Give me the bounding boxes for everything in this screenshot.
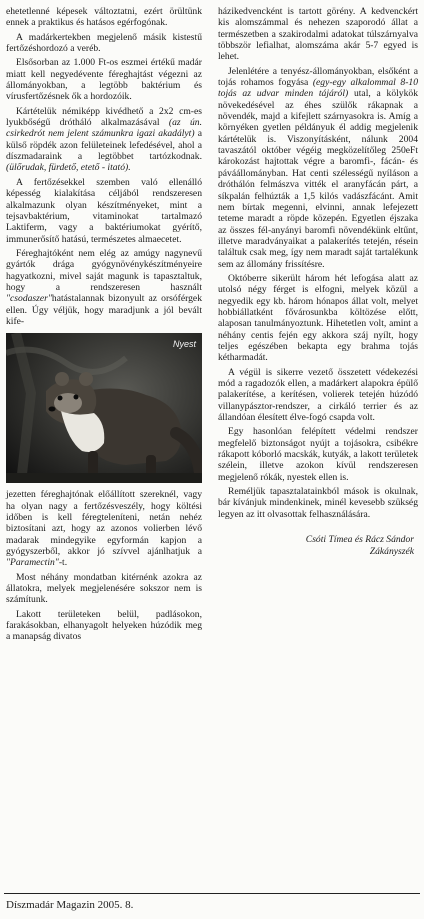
- paragraph-italic: (ülőrudak, fürdető, etető - itató).: [6, 162, 131, 174]
- author-place: Zákányszék: [369, 546, 414, 558]
- paragraph: Elsősorban az 1.000 Ft-os eszmei értékű madár miatt kell negyedévente féreghajtást végezni az állományokban, a legtöbb baktérium és vírusfertőzésnek ők a hordozóik.: [6, 57, 202, 103]
- paragraph: Reméljük tapasztalatainkból mások is okulnak, bár kívánjuk mindenkinek, minél kevesebb szükség legyen az itt olvasottak felhasználására.: [218, 486, 418, 520]
- footer-magazine-issue: Díszmadár Magazin 2005. 8.: [6, 899, 134, 911]
- author-names: Csóti Tímea és Rácz Sándor: [305, 534, 414, 546]
- article-column-left: [6, 6, 202, 646]
- paragraph: [6, 489, 202, 568]
- paragraph: A végül is sikerre vezető összetett védekezési mód a ragadozók ellen, a madárkert alapokra épülő palakerítése, a kerítésen, volierek tetején húzódó villanypásztor-rendszer, a cirkáló terrier és az állandóan élesített élve-fogó csapda volt.: [218, 366, 418, 424]
- article-column-right: [218, 6, 418, 558]
- paragraph-text: a külső röpdék azon felületeinek lefedésével, ahol a díszmadaraink a legtöbbet tartózkodnak.: [6, 128, 202, 163]
- paragraph: [6, 106, 202, 174]
- marten-image: [6, 333, 202, 483]
- paragraph-text: jezetten féreghajtónak előállított szereknél, vagy ha olyan nagy a fertőzésveszély, hogy költési időben is kell féregteleníteni, netán nehéz biztosítani azt, hogy az azonos volierben lévő madarak mindegyike egyformán kapjon a gyógyszerből, akkor jó szívvel ajánlhatjuk a: [6, 489, 202, 557]
- paragraph: házikedvencként is tartott görény. A kedvenckért kis alomszámmal és nehezen szaporodó állat a természetben a szakirodalmi adatokat túlszárnyalva többször lefialhat, alomszáma akár 5-7 egyed is lehet.: [218, 6, 418, 63]
- paragraph: [6, 248, 202, 327]
- paragraph-text: Kártételük némiképp kivédhető a 2x2 cm-es lyukbőségű drótháló alkalmazásával: [6, 105, 202, 129]
- paragraph: Egy hasonlóan felépített védelmi rendszer megfelelő biztonságot nyújt a tojásokra, csibékre rákapott kóborló macskák, kutyák, a lakott területek szélein, illetve azokon kívül rendszeresen megjelenő rókák, nyestek ellen is.: [218, 426, 418, 483]
- paragraph-text: utal, a kölykök növekedésével az éhes szülők rákapnak a növendék, majd a kifejlett szárnyasokra is. Amíg a környéken gyetlen példányuk él addig megjelenik kártételük is. Viszonyításként, nálunk 2004 tavaszától október végéig megközelítőleg 250eFt károkozást hajtottak végre a baromfi-, fácán- és páváállományban. Hat centi szélességű nyíláson a dróthálón felmászva vitték el aranyfácán párt, a síkpalán felhúzták a 1,5 kilós vadászfácánt. Amit nem bírtak megenni, elvinni, annak lefejezett tetemе maradt a röpde közepén. Egyetlen éjszaka az összes fél-anyányi baromfi növendékünk eltűnt, illetve maradványaikat a palakerítés tetején, résein találtuk csak meg, így nem maradt saját tartalékunk sem az állomány frissítésre.: [218, 88, 418, 270]
- paragraph-text: -t.: [58, 557, 68, 569]
- paragraph-text: Féreghajtóként nem elég az amúgy nagynevű gyártók drága gyógynövénykészítményeire hagyatkozni, mivel saját magunk is tapasztaltuk, hogy a rendszeresen használt: [6, 247, 202, 293]
- paragraph: A fertőzésekkel szemben való ellenálló képesség kialakítása céljából rendszeresen alkalmazunk olyan készítményeket, mint a tejsavbaktérium, vitaminokat tartalmazó Laktiferm, vagy a baktériumokat gyérítő, immunerősítő hatású, természetes almaecetet.: [6, 176, 202, 245]
- paragraph-italic: "csodaszer": [6, 293, 52, 305]
- footer-divider: [4, 893, 420, 894]
- paragraph-italic: (az ún. csirkedrót nem jelent számunkra igazi akadályt): [6, 117, 202, 140]
- marten-photo: [6, 333, 202, 483]
- author-signature: [218, 534, 414, 558]
- paragraph: [218, 66, 418, 270]
- paragraph-italic: (egy-egy alkalommal 8-10 tojás az udvar minden tájáról): [218, 77, 418, 100]
- paragraph: Most néhány mondatban kitérnénk azokra az állatokra, melyek megjelenésére sokszor nem is számítunk.: [6, 571, 202, 606]
- paragraph-text: hatástalannak bizonyult az orsóférgek ellen. Úgy véljük, hogy maradjunk a jól bevált kife-: [6, 293, 202, 327]
- photo-caption: Nyest: [172, 339, 196, 350]
- paragraph: Októberre sikerült három hét lefogása alatt az utolsó négy férget is elfogni, melyek közül a negyedik egy kb. három hónapos állat volt, melyet hobbiállatként fővárosunkba költözése előtt, alaposan tanulmányoztunk. Hihetetlen volt, amint a néhány centis fején egy akkora száj nyílt, hogy teljes egészében bekapta egy brahma tojás kétharmadát.: [218, 272, 418, 364]
- paragraph: Lakott területeken belül, padlásokon, farakásokban, elhanyagolt helyeken húzódik meg a manapság divatos: [6, 608, 202, 643]
- paragraph: A madárkertekben megjelenő másik kistestű fertőzéshordozó a veréb.: [6, 31, 202, 55]
- paragraph-text: Jelenlétére a tenyész-állományokban, elsőként a tojás rohamos fogyása: [218, 65, 418, 89]
- paragraph-italic: "Paramectin": [6, 557, 59, 569]
- paragraph: ehetetlenné képesek változtatni, ezért örültünk ennek a praktikus és hatásos egérfogónak.: [6, 6, 202, 29]
